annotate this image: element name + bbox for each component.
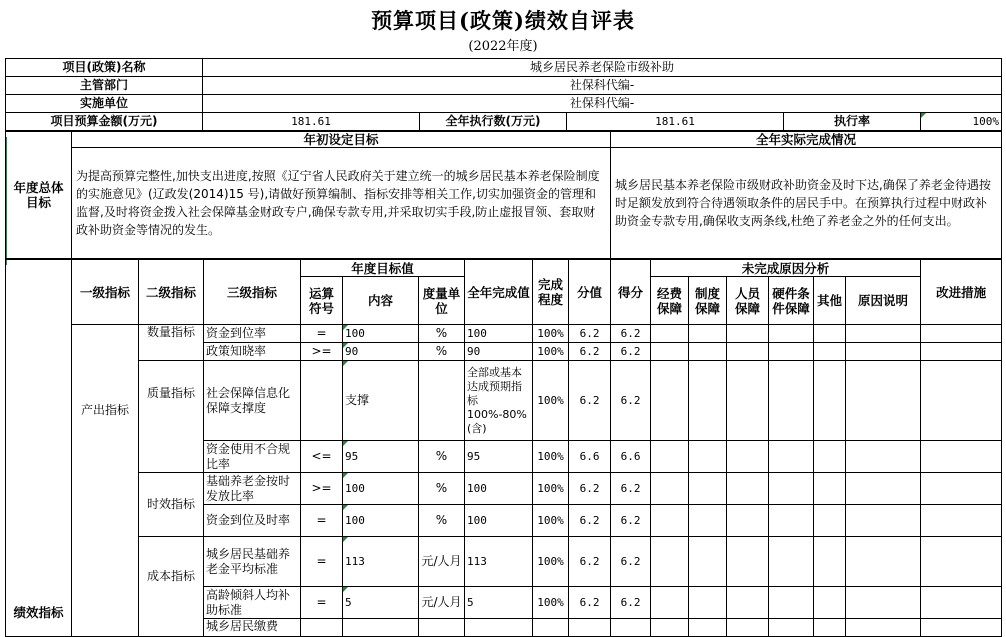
exec-label: 全年执行数(万元) xyxy=(420,113,567,131)
cell-funding[interactable] xyxy=(651,619,689,637)
cell-staff[interactable] xyxy=(727,587,769,619)
cell-improve[interactable] xyxy=(921,619,1002,637)
header-annual-target: 年度目标值 xyxy=(301,260,465,277)
indicator-name[interactable]: 城乡居民缴费 xyxy=(204,619,301,637)
indicator-score[interactable]: 6.2 xyxy=(611,587,651,619)
indicator-actual[interactable] xyxy=(465,619,533,637)
header-actual: 全年完成值 xyxy=(465,260,533,325)
indicator-op[interactable]: >= xyxy=(301,473,343,505)
cell-improve[interactable] xyxy=(921,361,1002,441)
cell-funding[interactable] xyxy=(651,505,689,537)
indicator-content[interactable]: 90 xyxy=(343,343,419,361)
unit-label: 实施单位 xyxy=(6,95,203,113)
cell-reason[interactable] xyxy=(846,587,921,619)
budget-label: 项目预算金额(万元) xyxy=(6,113,203,131)
cell-staff[interactable] xyxy=(727,325,769,343)
cell-reason[interactable] xyxy=(846,325,921,343)
cell-staff[interactable] xyxy=(727,441,769,473)
budget-value[interactable]: 181.61 xyxy=(203,113,420,131)
cell-other[interactable] xyxy=(814,505,846,537)
cell-improve[interactable] xyxy=(921,537,1002,587)
rate-label: 执行率 xyxy=(784,113,921,131)
indicator-name[interactable]: 基础养老金按时发放比率 xyxy=(204,473,301,505)
indicator-score[interactable] xyxy=(611,619,651,637)
indicator-weight[interactable]: 6.2 xyxy=(569,505,611,537)
indicator-name[interactable]: 资金到位率 xyxy=(204,325,301,343)
cell-system[interactable] xyxy=(689,361,727,441)
indicator-unit[interactable]: 元/人月 xyxy=(419,587,465,619)
cell-other[interactable] xyxy=(814,441,846,473)
project-name-label: 项目(政策)名称 xyxy=(6,59,203,77)
indicators-section-label: 绩效指标 xyxy=(6,260,72,637)
indicator-unit[interactable] xyxy=(419,361,465,441)
indicator-actual[interactable]: 95 xyxy=(465,441,533,473)
cell-staff[interactable] xyxy=(727,361,769,441)
indicator-actual[interactable]: 90 xyxy=(465,343,533,361)
header-other: 其他 xyxy=(814,277,846,325)
header-improve: 改进措施 xyxy=(921,260,1002,325)
indicator-degree[interactable]: 100% xyxy=(533,441,569,473)
performance-indicators-table xyxy=(5,259,1002,637)
cell-improve[interactable] xyxy=(921,473,1002,505)
indicator-actual[interactable]: 5 xyxy=(465,587,533,619)
cell-improve[interactable] xyxy=(921,505,1002,537)
actual-completion-header: 全年实际完成情况 xyxy=(611,132,1002,148)
header-content: 内容 xyxy=(343,277,419,325)
header-system: 制度保障 xyxy=(689,277,727,325)
cell-system[interactable] xyxy=(689,505,727,537)
indicator-weight[interactable]: 6.2 xyxy=(569,325,611,343)
actual-completion-text[interactable]: 城乡居民基本养老保险市级财政补助资金及时下达,确保了养老金待遇按时足额发放到符合待遇领取条件的居民手中。在预算执行过程中财政补助资金专款专用,确保收支两条线,杜绝了养老金之外的任何支出。 xyxy=(611,148,1002,259)
cell-system[interactable] xyxy=(689,343,727,361)
indicator-unit[interactable]: % xyxy=(419,473,465,505)
indicator-weight[interactable]: 6.2 xyxy=(569,473,611,505)
indicator-degree[interactable]: 100% xyxy=(533,505,569,537)
indicator-content[interactable]: 113 xyxy=(343,537,419,587)
cell-hardware[interactable] xyxy=(769,325,814,343)
cell-hardware[interactable] xyxy=(769,505,814,537)
indicator-score[interactable]: 6.2 xyxy=(611,473,651,505)
cell-funding[interactable] xyxy=(651,587,689,619)
group-cost[interactable]: 成本指标 xyxy=(139,537,204,637)
cell-reason[interactable] xyxy=(846,537,921,587)
cell-other[interactable] xyxy=(814,325,846,343)
indicator-name[interactable]: 高龄倾斜人均补助标准 xyxy=(204,587,301,619)
cell-reason[interactable] xyxy=(846,473,921,505)
annual-goal-label: 年度总体目标 xyxy=(6,132,72,259)
cell-system[interactable] xyxy=(689,619,727,637)
indicator-score[interactable]: 6.2 xyxy=(611,343,651,361)
cell-system[interactable] xyxy=(689,441,727,473)
page-title: 预算项目(政策)绩效自评表 xyxy=(371,8,635,33)
indicator-score[interactable]: 6.2 xyxy=(611,505,651,537)
indicator-content[interactable]: 支撑 xyxy=(343,361,419,441)
indicator-name[interactable]: 资金使用不合规比率 xyxy=(204,441,301,473)
header-level1: 一级指标 xyxy=(72,260,139,325)
cell-hardware[interactable] xyxy=(769,473,814,505)
indicator-op[interactable]: = xyxy=(301,537,343,587)
indicator-actual[interactable]: 113 xyxy=(465,537,533,587)
initial-goal-header: 年初设定目标 xyxy=(72,132,611,148)
cell-other[interactable] xyxy=(814,587,846,619)
indicator-actual[interactable]: 全部或基本达成预期指标100%-80%(含) xyxy=(465,361,533,441)
cell-reason[interactable] xyxy=(846,505,921,537)
indicator-content[interactable]: 100 xyxy=(343,473,419,505)
cell-other[interactable] xyxy=(814,361,846,441)
indicator-unit[interactable]: 元/人月 xyxy=(419,537,465,587)
cell-hardware[interactable] xyxy=(769,343,814,361)
header-weight: 分值 xyxy=(569,260,611,325)
cell-staff[interactable] xyxy=(727,343,769,361)
cell-staff[interactable] xyxy=(727,619,769,637)
header-level3: 三级指标 xyxy=(204,260,301,325)
cell-reason[interactable] xyxy=(846,619,921,637)
indicator-weight[interactable]: 6.2 xyxy=(569,343,611,361)
annual-goals-table xyxy=(5,131,1002,259)
cell-system[interactable] xyxy=(689,473,727,505)
cell-system[interactable] xyxy=(689,537,727,587)
cell-reason[interactable] xyxy=(846,343,921,361)
cell-improve[interactable] xyxy=(921,343,1002,361)
cell-hardware[interactable] xyxy=(769,441,814,473)
cell-funding[interactable] xyxy=(651,537,689,587)
dept-label: 主管部门 xyxy=(6,77,203,95)
cell-other[interactable] xyxy=(814,473,846,505)
cell-staff[interactable] xyxy=(727,505,769,537)
indicator-unit[interactable]: % xyxy=(419,505,465,537)
header-score: 得分 xyxy=(611,260,651,325)
indicator-degree[interactable]: 100% xyxy=(533,587,569,619)
indicator-name[interactable]: 政策知晓率 xyxy=(204,343,301,361)
indicator-score[interactable]: 6.2 xyxy=(611,361,651,441)
indicator-weight[interactable]: 6.2 xyxy=(569,537,611,587)
cell-system[interactable] xyxy=(689,587,727,619)
cell-funding[interactable] xyxy=(651,325,689,343)
cell-hardware[interactable] xyxy=(769,537,814,587)
cell-hardware[interactable] xyxy=(769,587,814,619)
cell-hardware[interactable] xyxy=(769,361,814,441)
indicator-degree[interactable]: 100% xyxy=(533,361,569,441)
indicator-op[interactable] xyxy=(301,619,343,637)
indicator-content[interactable]: 100 xyxy=(343,325,419,343)
cell-improve[interactable] xyxy=(921,325,1002,343)
header-degree: 完成程度 xyxy=(533,260,569,325)
self-evaluation-sheet xyxy=(5,0,1001,637)
indicator-degree[interactable]: 100% xyxy=(533,325,569,343)
cell-hardware[interactable] xyxy=(769,619,814,637)
group-quantity[interactable]: 数量指标 xyxy=(139,325,204,361)
indicator-content[interactable] xyxy=(343,619,419,637)
indicator-content[interactable]: 95 xyxy=(343,441,419,473)
cell-other[interactable] xyxy=(814,343,846,361)
indicator-degree[interactable]: 100% xyxy=(533,473,569,505)
project-name-value[interactable]: 城乡居民养老保险市级补助 xyxy=(203,59,1002,77)
indicator-score[interactable]: 6.2 xyxy=(611,325,651,343)
indicator-unit[interactable]: % xyxy=(419,343,465,361)
cell-reason[interactable] xyxy=(846,361,921,441)
cell-staff[interactable] xyxy=(727,473,769,505)
cell-improve[interactable] xyxy=(921,441,1002,473)
indicator-score[interactable]: 6.2 xyxy=(611,537,651,587)
initial-goal-text[interactable]: 为提高预算完整性,加快支出进度,按照《辽宁省人民政府关于建立统一的城乡居民基本养老保险制度的实施意见》(辽政发(2014)15 号),请做好预算编制、指标安排等相关工作,切实加强资金的管理和监督,及时将资金拨入社会保障基金财政专户,确保专款专用,并采取切实手段,防止虚报冒领、套取财政补助资金等情况的发生。 xyxy=(72,148,611,259)
page-subtitle: (2022年度) xyxy=(468,39,538,54)
cell-funding[interactable] xyxy=(651,361,689,441)
indicator-op[interactable]: <= xyxy=(301,441,343,473)
indicator-weight[interactable]: 6.6 xyxy=(569,441,611,473)
indicator-actual[interactable]: 100 xyxy=(465,505,533,537)
header-funding: 经费保障 xyxy=(651,277,689,325)
header-level2: 二级指标 xyxy=(139,260,204,325)
group-timeliness[interactable]: 时效指标 xyxy=(139,473,204,537)
indicator-op[interactable]: >= xyxy=(301,343,343,361)
cell-other[interactable] xyxy=(814,537,846,587)
dept-value[interactable]: 社保科代编- xyxy=(203,77,1002,95)
header-staff: 人员保障 xyxy=(727,277,769,325)
level1-output[interactable]: 产出指标 xyxy=(72,325,139,637)
cell-staff[interactable] xyxy=(727,537,769,587)
indicator-content[interactable]: 100 xyxy=(343,505,419,537)
indicator-unit[interactable] xyxy=(419,619,465,637)
indicator-op[interactable]: = xyxy=(301,587,343,619)
cell-reason[interactable] xyxy=(846,441,921,473)
header-reason: 原因说明 xyxy=(846,277,921,325)
project-info-table xyxy=(5,58,1002,131)
indicator-name[interactable]: 社会保障信息化保障支撑度 xyxy=(204,361,301,441)
cell-funding[interactable] xyxy=(651,343,689,361)
indicator-weight[interactable] xyxy=(569,619,611,637)
indicator-unit[interactable]: % xyxy=(419,441,465,473)
header-unit: 度量单位 xyxy=(419,277,465,325)
indicator-score[interactable]: 6.6 xyxy=(611,441,651,473)
indicator-degree[interactable]: 100% xyxy=(533,537,569,587)
indicator-content[interactable]: 5 xyxy=(343,587,419,619)
header-hardware: 硬件条件保障 xyxy=(769,277,814,325)
indicator-op[interactable]: = xyxy=(301,325,343,343)
indicator-weight[interactable]: 6.2 xyxy=(569,587,611,619)
indicator-degree[interactable]: 100% xyxy=(533,343,569,361)
cell-funding[interactable] xyxy=(651,441,689,473)
cell-system[interactable] xyxy=(689,325,727,343)
header-operator: 运算符号 xyxy=(301,277,343,325)
exec-value[interactable]: 181.61 xyxy=(567,113,784,131)
indicator-op[interactable]: = xyxy=(301,505,343,537)
header-unfinished: 未完成原因分析 xyxy=(651,260,921,277)
group-quality[interactable]: 质量指标 xyxy=(139,361,204,473)
indicator-name[interactable]: 城乡居民基础养老金平均标准 xyxy=(204,537,301,587)
rate-value[interactable]: 100% xyxy=(921,113,1002,131)
indicator-unit[interactable]: % xyxy=(419,325,465,343)
unit-value[interactable]: 社保科代编- xyxy=(203,95,1002,113)
cell-other[interactable] xyxy=(814,619,846,637)
cell-funding[interactable] xyxy=(651,473,689,505)
indicator-actual[interactable]: 100 xyxy=(465,473,533,505)
indicator-name[interactable]: 资金到位及时率 xyxy=(204,505,301,537)
indicator-actual[interactable]: 100 xyxy=(465,325,533,343)
cell-improve[interactable] xyxy=(921,587,1002,619)
indicator-op[interactable] xyxy=(301,361,343,441)
indicator-weight[interactable]: 6.2 xyxy=(569,361,611,441)
indicator-degree[interactable] xyxy=(533,619,569,637)
